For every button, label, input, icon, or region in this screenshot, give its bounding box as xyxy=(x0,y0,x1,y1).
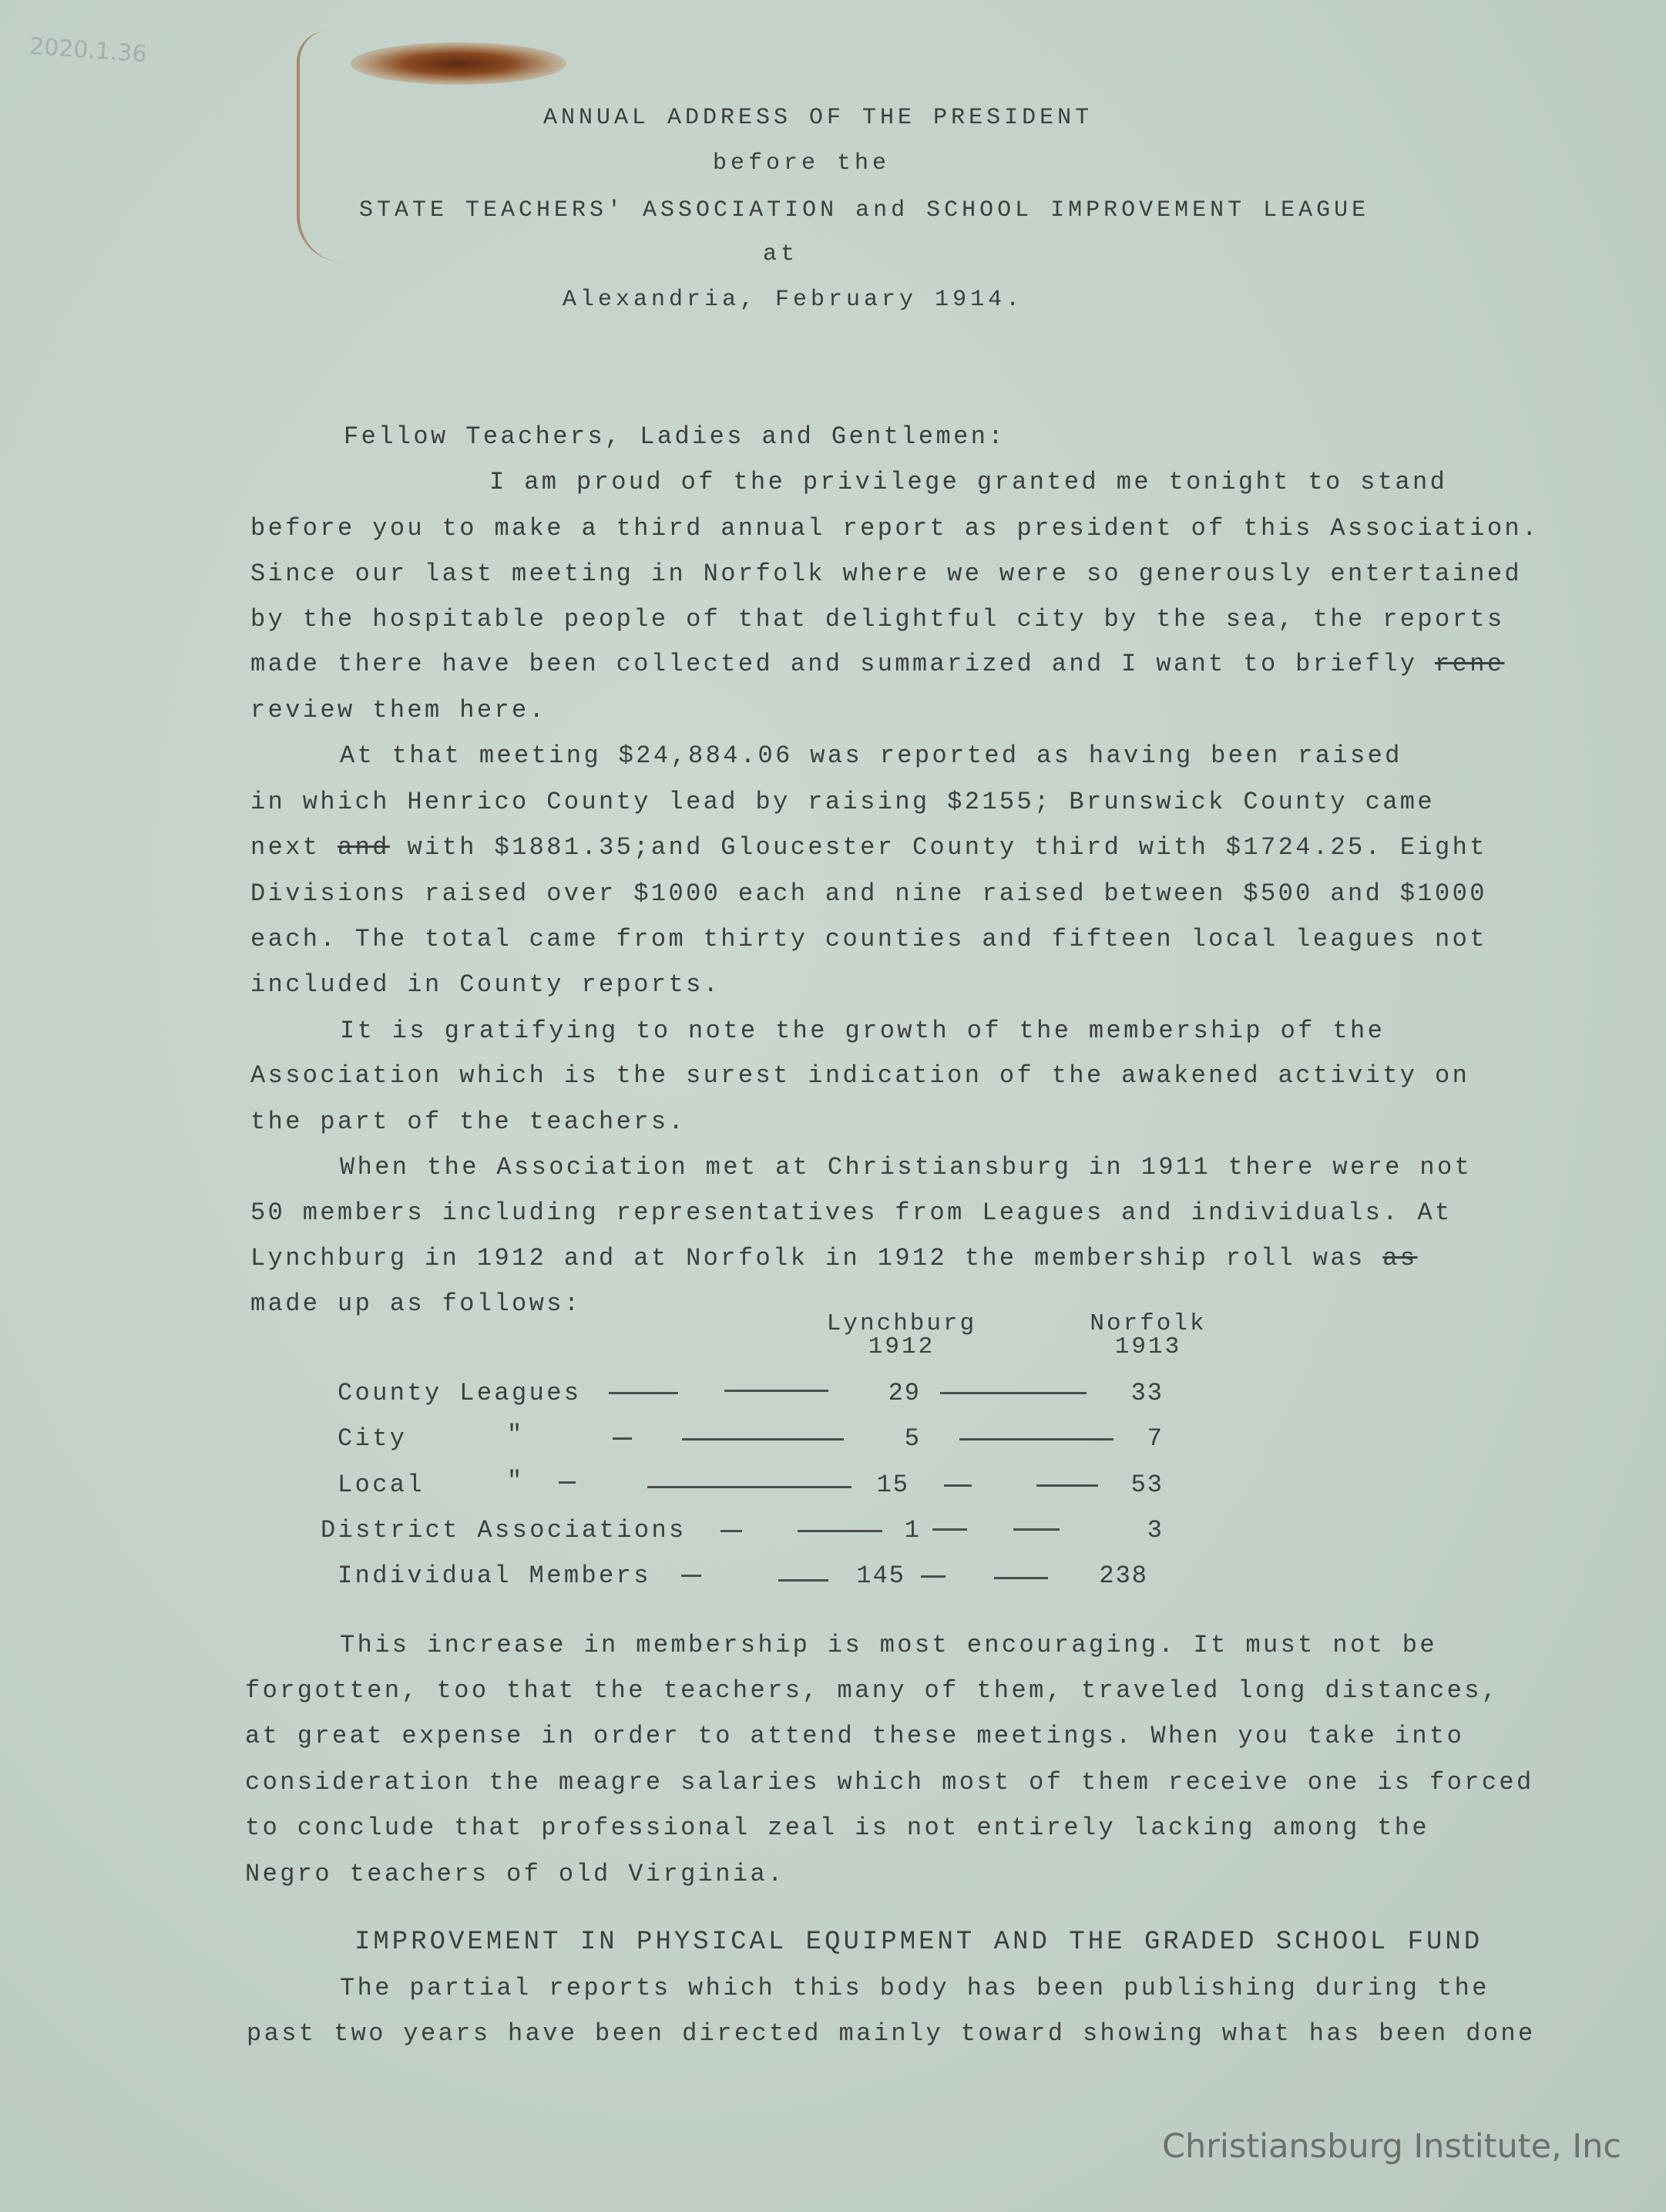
table-value-1913: 238 xyxy=(1099,1562,1148,1590)
leader-line xyxy=(1036,1484,1098,1487)
para1-line: I am proud of the privilege granted me tonight to stand xyxy=(489,468,1448,496)
leader-line xyxy=(609,1392,678,1394)
para5-line: Negro teachers of old Virginia. xyxy=(245,1860,785,1888)
para5-line: consideration the meagre salaries which most of them receive one is forced xyxy=(245,1768,1534,1797)
table-value-1912: 5 xyxy=(904,1424,921,1453)
archive-accession-number: 2020.1.36 xyxy=(28,32,148,69)
watermark: Christiansburg Institute, Inc xyxy=(1161,2127,1621,2166)
column-name: Lynchburg xyxy=(826,1310,977,1337)
leader-line xyxy=(994,1577,1048,1579)
leader-line xyxy=(647,1486,851,1488)
para6-line: The partial reports which this body has been publishing during the xyxy=(340,1974,1490,2002)
table-value-1912: 15 xyxy=(876,1471,909,1499)
leader-line xyxy=(720,1530,742,1532)
title-line-2: before the xyxy=(713,150,891,176)
struck-word: rene xyxy=(1435,650,1505,678)
table-value-1913: 33 xyxy=(1130,1379,1164,1407)
para2-line xyxy=(250,833,1487,862)
rust-stain xyxy=(351,42,566,85)
para2-line: included in County reports. xyxy=(250,970,721,999)
para1-line: by the hospitable people of that delightful city by the sea, the reports xyxy=(250,605,1505,634)
para4-line: 50 members including representatives from Leagues and individuals. At xyxy=(250,1198,1453,1227)
struck-word: and xyxy=(338,833,390,862)
column-header-lynchburg xyxy=(809,1310,994,1360)
table-value-1913: 53 xyxy=(1130,1471,1164,1499)
leader-line xyxy=(944,1484,972,1487)
para3-line: Association which is the surest indication of the awakened activity on xyxy=(250,1061,1470,1090)
column-name: Norfolk xyxy=(1090,1310,1207,1337)
leader-line xyxy=(613,1437,632,1440)
leader-line xyxy=(1013,1528,1060,1531)
table-row-label: District Associations xyxy=(321,1516,687,1545)
para5-line: to conclude that professional zeal is not entirely lacking among the xyxy=(245,1814,1430,1842)
para1-line: before you to make a third annual report as president of this Association. xyxy=(250,514,1540,543)
title-line-4: at xyxy=(763,241,799,267)
leader-line xyxy=(559,1481,576,1484)
para1-line: Since our last meeting in Norfolk where we were so generously entertained xyxy=(250,560,1523,588)
para2-line: each. The total came from thirty counties and fifteen local leagues not xyxy=(250,925,1487,953)
table-value-1913: 3 xyxy=(1147,1516,1164,1545)
para4-line xyxy=(250,1244,1417,1272)
para6-line: past two years have been directed mainly toward showing what has been done xyxy=(247,2019,1536,2048)
leader-line xyxy=(682,1438,844,1440)
table-value-1912: 29 xyxy=(888,1379,921,1407)
table-value-1912: 145 xyxy=(856,1562,905,1590)
leader-line xyxy=(932,1528,967,1531)
para5-line: at great expense in order to attend these meetings. When you take into xyxy=(245,1722,1465,1750)
para5-line: This increase in membership is most encouraging. It must not be xyxy=(340,1631,1437,1659)
para2-text: with $1881.35;and Gloucester County third with $1724.25. Eight xyxy=(407,833,1487,862)
para5-line: forgotten, too that the teachers, many of them, traveled long distances, xyxy=(245,1676,1500,1705)
table-row-label: Local xyxy=(338,1471,425,1499)
table-value-1913: 7 xyxy=(1147,1424,1164,1453)
column-year: 1913 xyxy=(1114,1333,1182,1360)
para3-line: the part of the teachers. xyxy=(250,1108,687,1136)
leader-line xyxy=(778,1579,828,1582)
paper-crease-mark xyxy=(297,31,369,262)
section-heading: IMPROVEMENT IN PHYSICAL EQUIPMENT AND THE GRADED SCHOOL FUND xyxy=(354,1928,1483,1957)
title-line-5: Alexandria, February 1914. xyxy=(563,287,1024,313)
title-line-1: ANNUAL ADDRESS OF THE PRESIDENT xyxy=(543,105,1093,131)
title-line-3: STATE TEACHERS' ASSOCIATION and SCHOOL IMPROVEMENT LEAGUE xyxy=(359,197,1370,224)
column-year: 1912 xyxy=(868,1333,935,1360)
table-row-label: Individual Members xyxy=(338,1562,651,1590)
leader-line xyxy=(724,1390,828,1392)
table-row-label: City xyxy=(338,1424,408,1453)
para4-line: made up as follows: xyxy=(250,1289,582,1318)
column-header-norfolk xyxy=(1071,1310,1225,1360)
para1-text: made there have been collected and summarized and I want to briefly xyxy=(250,650,1418,678)
para1-line xyxy=(250,650,1504,678)
leader-line xyxy=(681,1575,701,1577)
table-value-1912: 1 xyxy=(904,1516,921,1545)
leader-line xyxy=(959,1438,1113,1440)
leader-line xyxy=(940,1392,1087,1394)
para4-text: Lynchburg in 1912 and at Norfolk in 1912 the membership roll was xyxy=(250,1244,1365,1272)
leader-line xyxy=(921,1575,946,1578)
para2-line: in which Henrico County lead by raising $2155; Brunswick County came xyxy=(250,788,1436,816)
para2-line: Divisions raised over $1000 each and nine raised between $500 and $1000 xyxy=(250,879,1487,908)
struck-word: as xyxy=(1382,1244,1418,1272)
table-row-label: County Leagues xyxy=(338,1379,582,1407)
para3-line: It is gratifying to note the growth of the membership of the xyxy=(340,1017,1386,1045)
ditto-mark: " xyxy=(507,1420,525,1449)
para4-line: When the Association met at Christiansburg in 1911 there were not xyxy=(340,1153,1473,1182)
para1-line: review them here. xyxy=(250,696,547,724)
para2-text: next xyxy=(250,833,321,862)
salutation: Fellow Teachers, Ladies and Gentlemen: xyxy=(344,422,1006,451)
ditto-mark: " xyxy=(507,1467,525,1495)
para2-line: At that meeting $24,884.06 was reported as having been raised xyxy=(340,741,1402,770)
